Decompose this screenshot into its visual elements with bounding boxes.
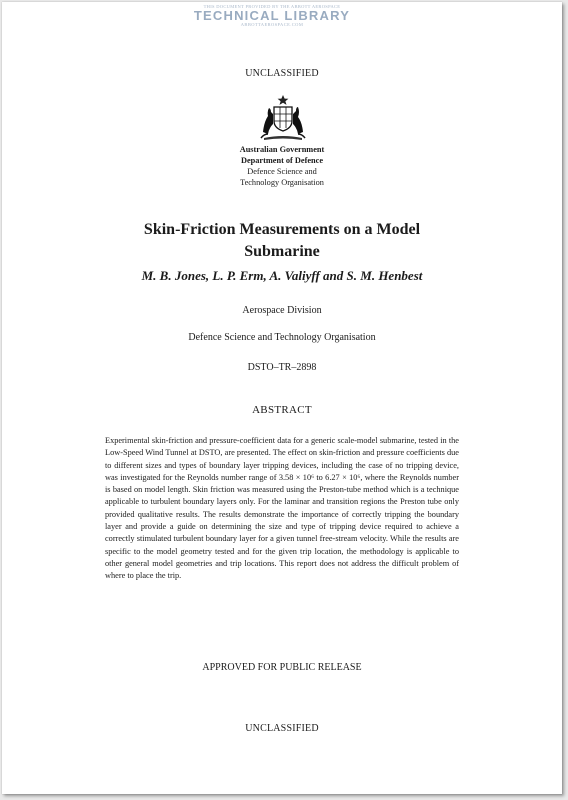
document-page: [2, 2, 562, 794]
division: Aerospace Division: [242, 305, 322, 316]
report-title: [2, 219, 562, 263]
organisation-block: [2, 144, 562, 188]
library-watermark: [152, 4, 392, 27]
classification-bottom: UNCLASSIFIED: [245, 723, 319, 734]
watermark-main-text: TECHNICAL LIBRARY: [193, 8, 351, 23]
release-statement: APPROVED FOR PUBLIC RELEASE: [202, 662, 362, 673]
abstract-text: Experimental skin-friction and pressure-coefficient data for a generic scale-model submarine, tested in the Low-Speed Wind Tunnel at DSTO, are presented. The effect on skin-friction and pressure coefficients due to different sizes and types of boundary layer tripping devices, including the case of no tripping device, was investigated for the Reynolds number range of 3.58 × 10⁶ to 6.27 × 10⁶, where the Reynolds number is based on model length. Skin friction was measured using the Preston-tube method which is a technique applicable to turbulent boundary layers only. For the laminar and transition regions the Preston tube only provided qualitative results. The results demonstrate the importance of correctly tripping the boundary layer and provide a guide on determining the size and type of tripping device required to achieve a correctly stimulated turbulent boundary layer for a given tunnel free-stream velocity. While the results are specific to the model geometry tested and for the given trip location, the methodology is applicable to other general model geometries and trip locations. This report does not address the difficult problem of where to place the trip.: [105, 436, 459, 581]
watermark-top-text: THIS DOCUMENT PROVIDED BY THE ABBOTT AEROSPACE: [203, 4, 341, 9]
title-line-2: Submarine: [244, 243, 320, 260]
gov-line-4: Technology Organisation: [240, 178, 324, 187]
report-number: DSTO–TR–2898: [247, 362, 317, 373]
classification-top: UNCLASSIFIED: [245, 68, 319, 79]
watermark-bottom-text: ABBOTTAEROSPACE.COM: [240, 22, 304, 27]
organisation-name: Defence Science and Technology Organisation: [188, 332, 376, 343]
coat-of-arms-icon: [260, 94, 306, 142]
abstract-heading: ABSTRACT: [252, 404, 312, 416]
gov-line-3: Defence Science and: [247, 167, 317, 176]
authors: M. B. Jones, L. P. Erm, A. Valiyff and S. M. Henbest: [141, 268, 423, 283]
title-line-1: Skin-Friction Measurements on a Model: [143, 221, 421, 238]
gov-line-1: Australian Government: [239, 145, 325, 154]
gov-line-2: Department of Defence: [240, 156, 323, 165]
